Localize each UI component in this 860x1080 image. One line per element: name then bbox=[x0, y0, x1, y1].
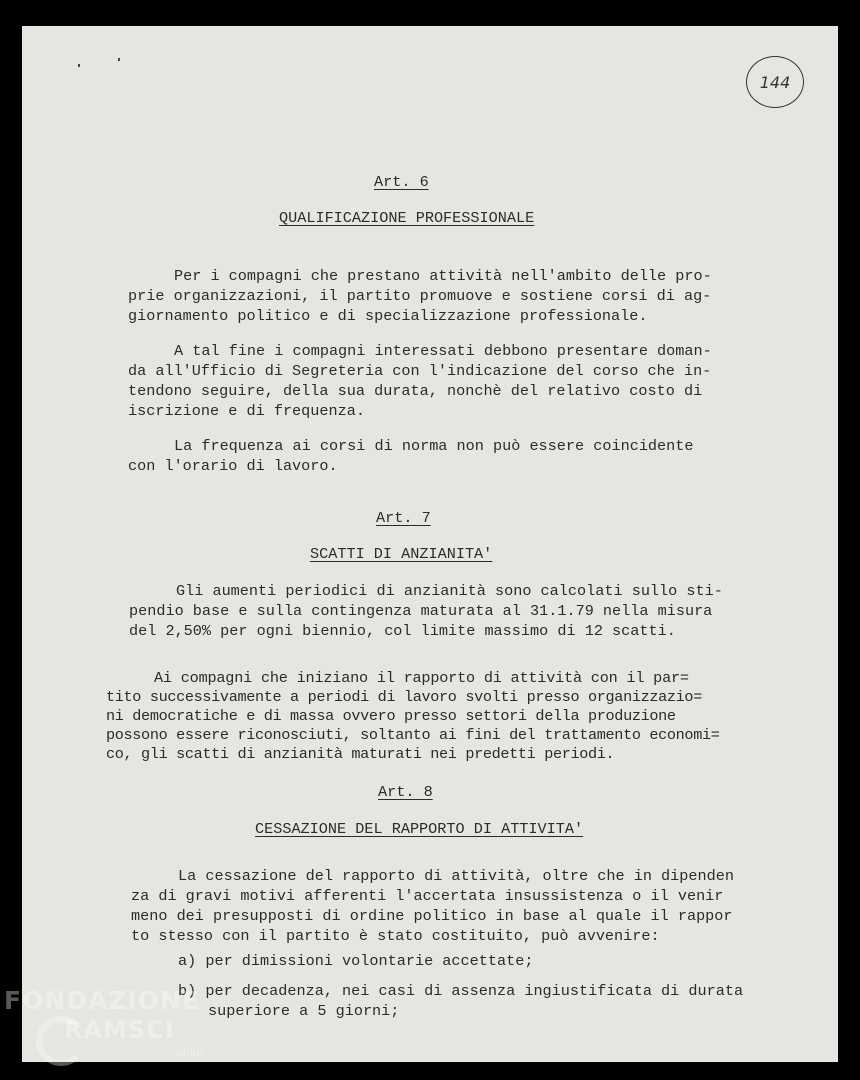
speck bbox=[118, 58, 120, 61]
art7-line: possono essere riconosciuti, soltanto ai fini del trattamento economi= bbox=[106, 726, 720, 744]
art6-line: con l'orario di lavoro. bbox=[128, 457, 338, 475]
art8-line: La cessazione del rapporto di attività, oltre che in dipenden bbox=[178, 867, 734, 885]
art6-line: iscrizione e di frequenza. bbox=[128, 402, 365, 420]
art7-title: SCATTI DI ANZIANITA' bbox=[310, 545, 493, 563]
art7-line: tito successivamente a periodi di lavoro svolti presso organizzazio= bbox=[106, 688, 702, 706]
watermark-fondazione: FONDAZIONE bbox=[4, 986, 201, 1015]
art7-heading: Art. 7 bbox=[376, 509, 431, 527]
art7-line: del 2,50% per ogni biennio, col limite massimo di 12 scatti. bbox=[129, 622, 676, 640]
art8-line: za di gravi motivi afferenti l'accertata insussistenza o il venir bbox=[131, 887, 724, 905]
watermark-onlus: onlus bbox=[176, 1046, 206, 1059]
art8-title: CESSAZIONE DEL RAPPORTO DI ATTIVITA' bbox=[255, 820, 584, 838]
speck bbox=[78, 64, 80, 67]
art6-line: tendono seguire, della sua durata, nonchè del relativo costo di bbox=[128, 382, 703, 400]
page-number: 144 bbox=[759, 72, 791, 92]
art7-line: Ai compagni che iniziano il rapporto di attività con il par= bbox=[154, 669, 689, 687]
document-page bbox=[22, 26, 838, 1062]
art6-line: A tal fine i compagni interessati debbono presentare doman- bbox=[174, 342, 712, 360]
art6-line: Per i compagni che prestano attività nell'ambito delle pro- bbox=[174, 267, 712, 285]
art7-line: ni democratiche e di massa ovvero presso settori della produzione bbox=[106, 707, 676, 725]
art8-list-item-b: b) per decadenza, nei casi di assenza ingiustificata di durata bbox=[178, 982, 744, 1000]
page-number-stamp bbox=[746, 56, 804, 108]
art7-line: Gli aumenti periodici di anzianità sono calcolati sullo sti- bbox=[176, 582, 723, 600]
art6-heading: Art. 6 bbox=[374, 173, 429, 191]
art6-line: da all'Ufficio di Segreteria con l'indicazione del corso che in- bbox=[128, 362, 712, 380]
art6-title: QUALIFICAZIONE PROFESSIONALE bbox=[279, 209, 535, 227]
art6-line: La frequenza ai corsi di norma non può essere coincidente bbox=[174, 437, 694, 455]
art7-line: pendio base e sulla contingenza maturata al 31.1.79 nella misura bbox=[129, 602, 713, 620]
art8-list-item-b-cont: superiore a 5 giorni; bbox=[208, 1002, 400, 1020]
art8-list-item-a: a) per dimissioni volontarie accettate; bbox=[178, 952, 534, 970]
art7-line: co, gli scatti di anzianità maturati nei predetti periodi. bbox=[106, 745, 615, 763]
art8-line: to stesso con il partito è stato costituito, può avvenire: bbox=[131, 927, 660, 945]
art8-line: meno dei presupposti di ordine politico in base al quale il rappor bbox=[131, 907, 733, 925]
watermark-gramsci: RAMSCI bbox=[64, 1016, 175, 1044]
art6-line: prie organizzazioni, il partito promuove e sostiene corsi di ag- bbox=[128, 287, 712, 305]
art6-line: giornamento politico e di specializzazione professionale. bbox=[128, 307, 648, 325]
art8-heading: Art. 8 bbox=[378, 783, 433, 801]
